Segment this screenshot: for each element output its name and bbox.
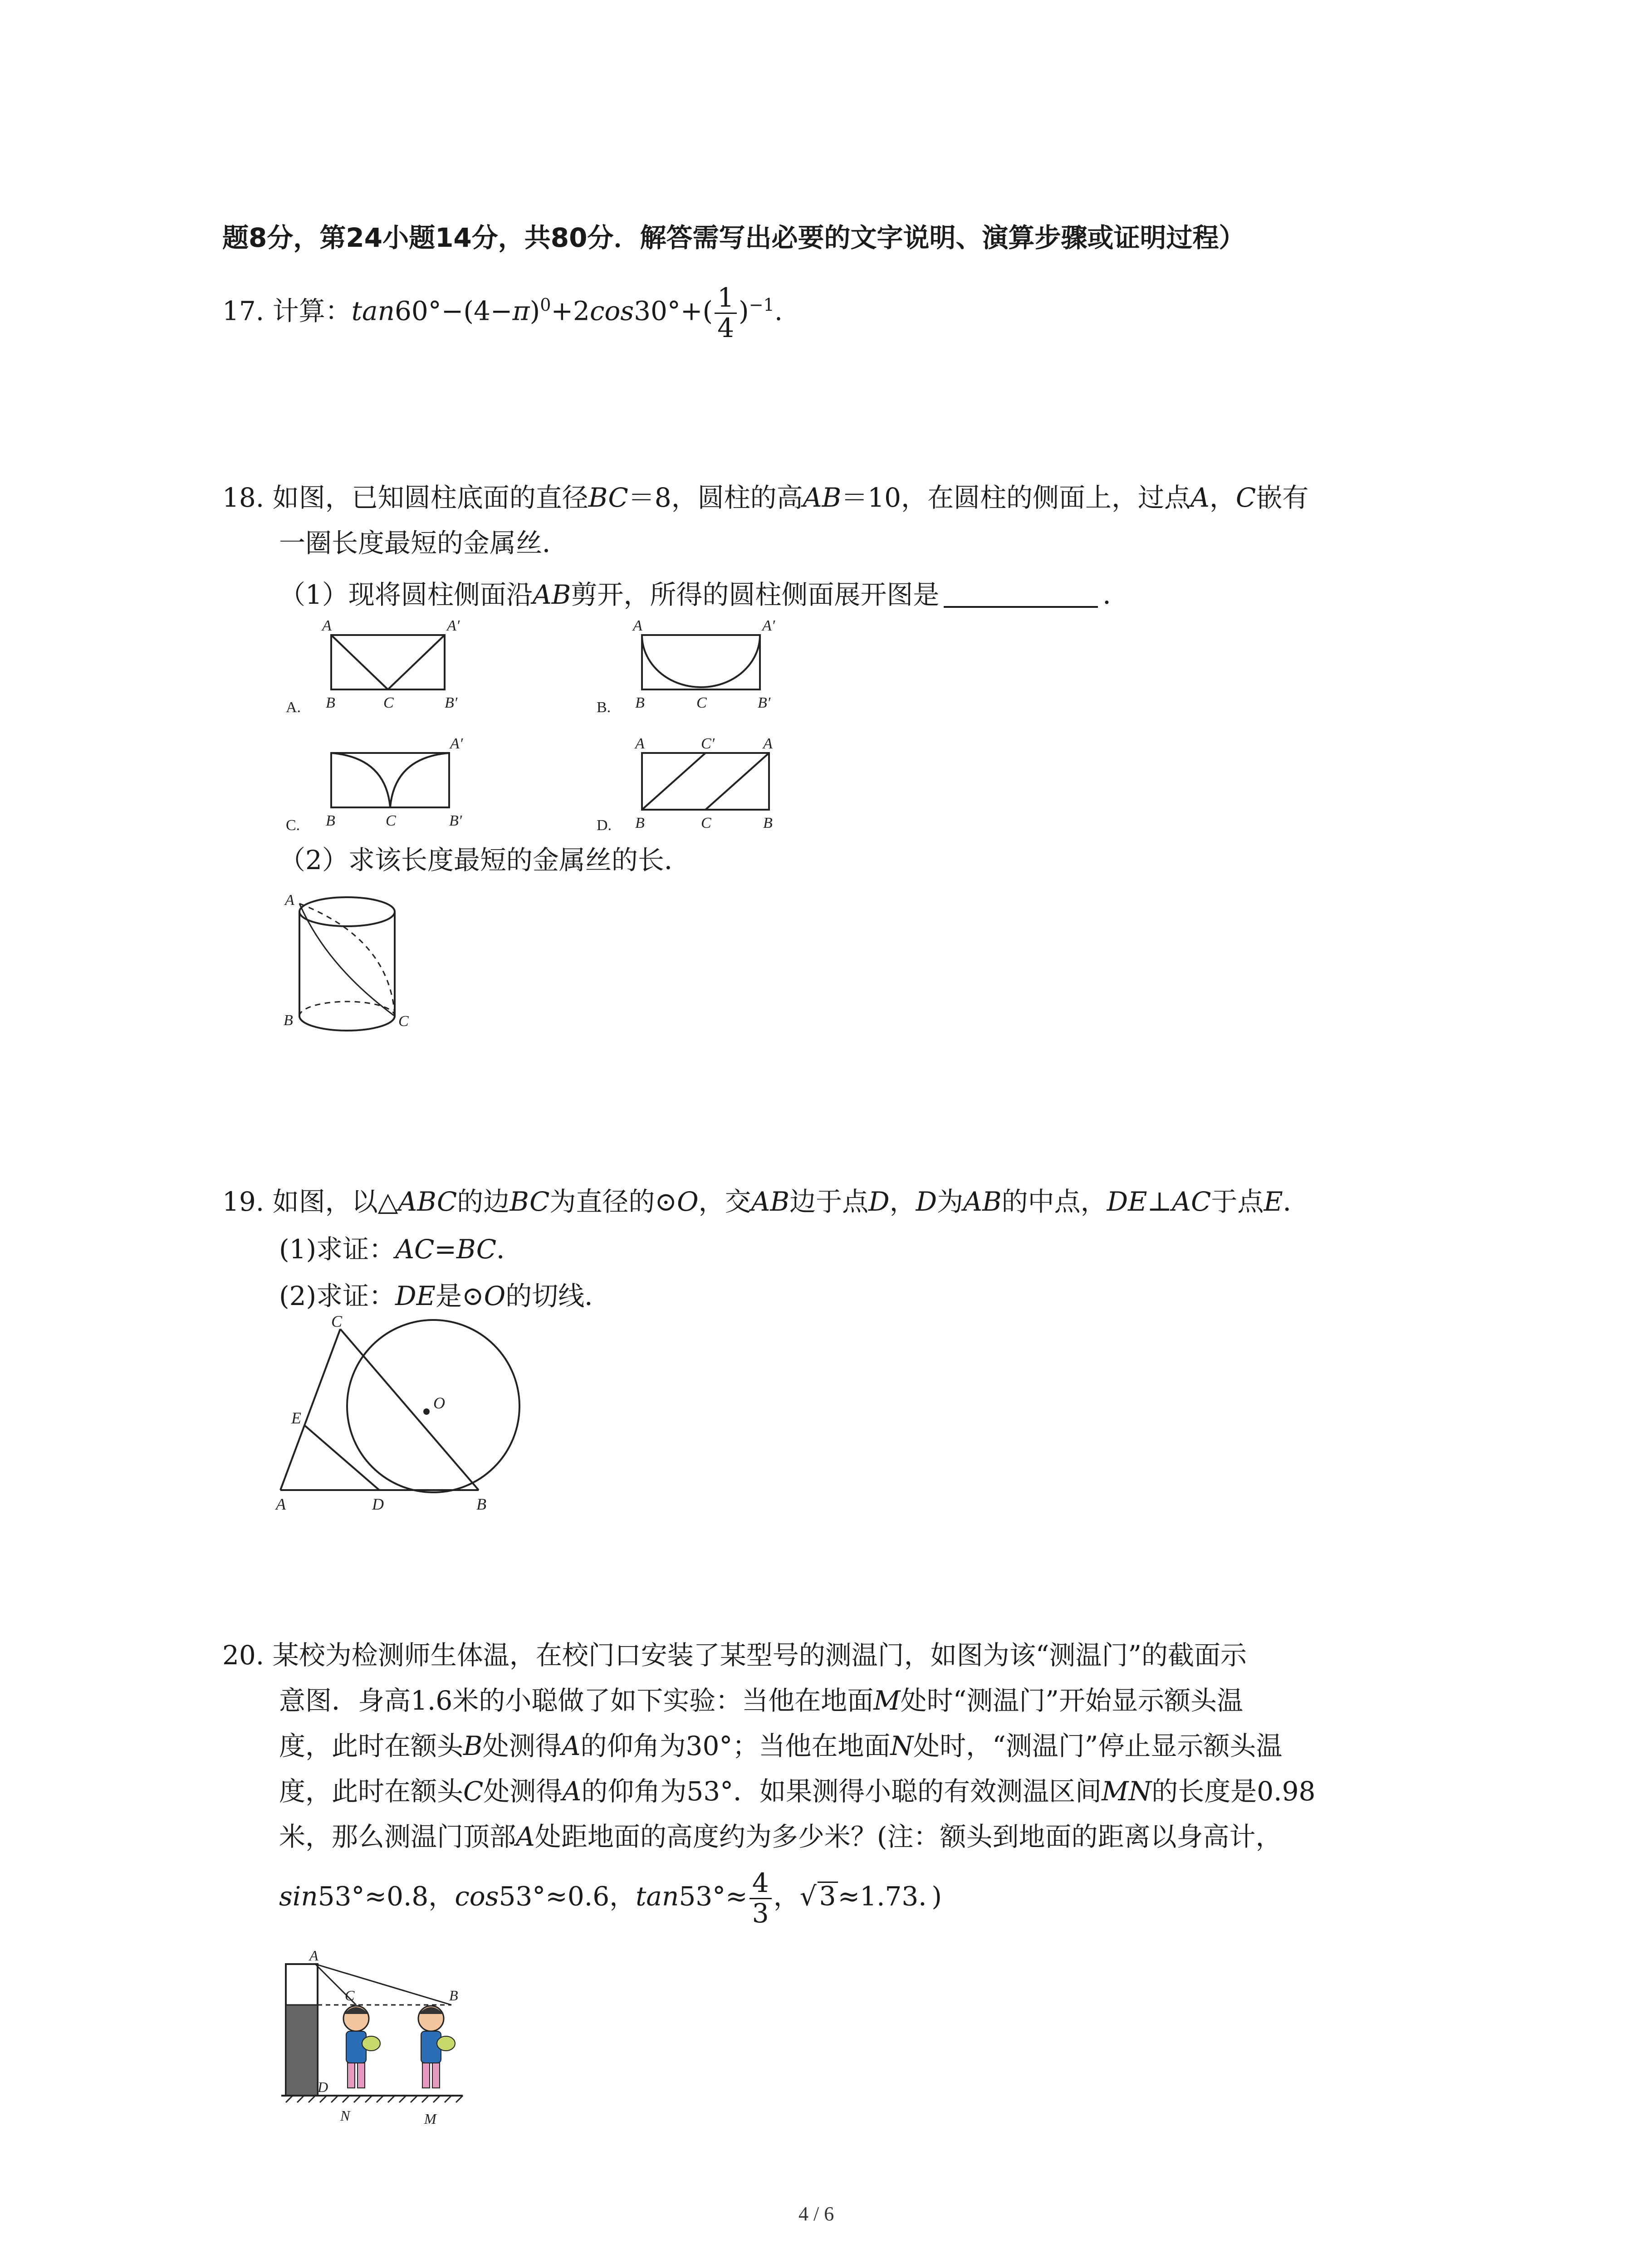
q19-de: DE [1107,1186,1147,1217]
q20-l4mn: MN [1102,1776,1152,1807]
q18-l1b: ＝8，圆柱的高 [628,482,803,513]
q19-l1e: 边于点 [789,1186,869,1217]
q19-l1b: 的边 [457,1186,510,1217]
student-icon [343,2006,380,2088]
question-20-line3 [279,1730,1283,1761]
q17-t5: 30°+( [634,295,713,327]
svg-text:A: A [763,735,773,752]
q20-sin: sin [279,1881,318,1912]
q18-a: A [1190,482,1210,513]
svg-text:B: B [326,812,335,829]
option-b-label: B. [597,699,611,716]
q20-l6d: ， [773,1881,800,1912]
q20-cos: cos [455,1881,499,1912]
svg-text:A: A [635,735,645,752]
option-b-figure [597,617,775,716]
svg-text:C: C [331,1315,343,1330]
q19-p2e: 的切线． [505,1281,611,1311]
q20-l5a: 米，那么测温门顶部 [279,1821,516,1852]
q17-supm1: −1 [749,295,774,315]
q19-l1h: 的中点， [1001,1186,1107,1217]
q17-t6: ) [739,295,749,327]
q17-frac-den: 4 [717,312,735,343]
question-19-line1 [222,1188,1309,1215]
q19-bc: BC [509,1186,550,1217]
q17-t3: ) [529,295,540,327]
student-icon [418,2006,455,2088]
q18-l1c: ＝10，在圆柱的侧面上，过点 [841,482,1191,513]
sqrt-icon: √ [799,1881,817,1912]
q17-number: 17. [222,295,265,327]
q19-l1g: 为 [937,1186,964,1217]
svg-text:B: B [326,694,335,711]
q18-l1d: ， [1209,482,1236,513]
q19-d: D [868,1186,890,1217]
option-a-label: A. [286,699,301,716]
q19-l1j: 于点 [1211,1186,1264,1217]
q20-l3n: N [890,1730,914,1761]
q20-l3c: 的仰角为30°；当他在地面 [580,1730,891,1761]
svg-text:B: B [763,815,773,831]
q20-l4c-letter: C [463,1776,484,1807]
q18-p1end: ． [1102,579,1129,610]
option-d-figure [597,735,773,834]
q18-ab: AB [803,482,842,513]
q19-circle-figure [272,1315,535,1515]
q17-prefix: 计算： [272,295,352,327]
q17-sup0: 0 [540,295,551,315]
svg-text:N: N [340,2107,350,2124]
q20-frac-den: 3 [752,1897,769,1929]
svg-text:D: D [372,1495,384,1513]
q19-p2b: DE [395,1281,436,1311]
q19-p1a: (1)求证： [279,1234,396,1265]
q20-fraction [749,1869,772,1928]
q18-p1a: （1）现将圆柱侧面沿 [279,579,533,610]
q19-l1a: 如图，以△ [272,1186,398,1217]
q19-e: E [1264,1186,1283,1217]
svg-text:B: B [284,1012,293,1029]
question-17 [222,284,783,343]
svg-text:B: B [635,815,645,831]
q19-abc: ABC [398,1186,457,1217]
svg-text:C: C [701,815,711,831]
q18-bc: BC [588,482,628,513]
option-c-label: C. [286,817,300,834]
question-18-part1 [279,579,1129,610]
q20-l3d: 处时，“测温门”停止显示额头温 [913,1730,1283,1761]
svg-text:B′: B′ [758,694,771,711]
q19-p2a: (2)求证： [279,1281,396,1311]
q19-ac: AC [1172,1186,1211,1217]
q17-t4: +2 [551,295,590,327]
q17-frac-num: 1 [715,284,737,314]
page-number: 4 / 6 [798,2203,834,2225]
svg-text:C: C [383,694,394,711]
q20-l4a-letter: A [562,1776,582,1807]
q17-cos: cos [589,295,634,327]
svg-text:M: M [424,2111,436,2127]
q19-d2: D [916,1186,937,1217]
q20-l2m: M [873,1685,901,1716]
q19-l1c: 为直径的⊙ [549,1186,677,1217]
question-20-line1 [222,1640,1247,1671]
q20-l6e: ≈1.73．) [838,1881,942,1912]
option-c-figure [286,735,463,834]
q20-l4a: 度，此时在额头 [279,1776,464,1807]
q18-l1e: 嵌有 [1256,482,1309,513]
q19-ab2: AB [963,1186,1002,1217]
q19-ab: AB [751,1186,790,1217]
answer-blank[interactable] [944,583,1098,608]
svg-text:E: E [291,1409,301,1427]
question-20-line5 [279,1823,1282,1850]
q19-p2c: 是⊙ [436,1281,484,1311]
svg-text:C: C [398,1013,409,1030]
q17-t7: . [774,295,783,327]
q19-p1c: ． [496,1234,523,1265]
option-a-figure [286,617,460,716]
q20-l3b-letter: B [463,1730,483,1761]
q19-l1i: ⊥ [1147,1186,1172,1217]
svg-text:A: A [322,617,332,634]
q20-l3a-letter: A [561,1730,581,1761]
svg-text:B′: B′ [449,812,462,829]
svg-text:A: A [276,1495,286,1513]
q20-l6b: 53°≈0.6， [499,1881,636,1912]
svg-text:B′: B′ [445,694,458,711]
svg-text:B: B [476,1495,486,1513]
q20-l4b: 处测得 [483,1776,563,1807]
q20-l2b: 处时“测温门”开始显示额头温 [900,1685,1243,1716]
q20-number: 20. [222,1640,265,1671]
q20-l2a: 意图．身高1.6米的小聪做了如下实验：当他在地面 [279,1685,874,1716]
svg-text:D: D [318,2079,328,2095]
q17-tan: tan [351,295,395,327]
svg-text:A: A [285,892,294,909]
svg-text:O: O [433,1394,445,1412]
svg-text:C: C [696,694,707,711]
svg-text:A′: A′ [762,617,775,634]
question-20-line2 [279,1687,1243,1714]
question-18-line2: 一圈长度最短的金属丝． [279,528,569,558]
q19-p1b: AC=BC [395,1234,497,1265]
question-20-line6 [279,1869,942,1928]
q18-c: C [1235,482,1256,513]
q20-l4d: 的长度是0.98 [1151,1776,1316,1807]
q18-p1b: 剪开，所得的圆柱侧面展开图是 [571,579,940,610]
q20-l1: 某校为检测师生体温，在校门口安装了某型号的测温门，如图为该“测温门”的截面示 [272,1640,1247,1671]
svg-text:A: A [633,617,642,634]
q19-number: 19. [222,1186,265,1217]
svg-text:A′: A′ [447,617,460,634]
q20-l3b: 处测得 [482,1730,562,1761]
svg-text:C: C [345,1987,355,2004]
question-19-part2 [279,1283,611,1309]
q19-l1d: ，交 [698,1186,751,1217]
question-20-line4 [279,1776,1316,1807]
q20-gate-figure [272,1946,508,2136]
q17-fraction [715,284,737,343]
q18-l1a: 如图，已知圆柱底面的直径 [272,482,588,513]
section-instructions: 题8分，第24小题14分，共80分．解答需写出必要的文字说明、演算步骤或证明过程） [222,222,1245,253]
q20-l6a: 53°≈0.8， [318,1881,455,1912]
svg-text:B: B [449,1987,458,2004]
q19-l1f: ， [889,1186,916,1217]
q17-t2: 60°−(4− [394,295,513,327]
q20-sqrt-arg: 3 [818,1882,838,1909]
q20-l6c: 53°≈ [679,1881,748,1912]
q18-cylinder-figure [272,885,426,1048]
question-18-line1 [222,484,1308,511]
q20-tan: tan [636,1881,679,1912]
q19-p2d: O [484,1281,506,1311]
q18-p1ab: AB [532,579,571,610]
svg-text:C′: C′ [701,735,715,752]
q19-l1k: ． [1283,1186,1309,1217]
q19-o: O [676,1186,699,1217]
option-d-label: D. [597,817,612,834]
q20-l5a-letter: A [516,1821,535,1852]
q18-number: 18. [222,482,265,513]
svg-text:B: B [635,694,645,711]
q20-l4c: 的仰角为53°．如果测得小聪的有效测温区间 [581,1776,1102,1807]
q17-pi: π [512,295,530,327]
svg-text:C: C [386,812,396,829]
question-19-part1 [279,1234,523,1265]
svg-text:A′: A′ [450,735,463,752]
question-18-part2: （2）求该长度最短的金属丝的长． [279,845,691,875]
q18-option-figures [272,617,830,835]
q20-l5b: 处距地面的高度约为多少米？(注：额头到地面的距离以身高计， [534,1821,1282,1852]
q20-frac-num: 4 [749,1869,772,1899]
q20-l3a: 度，此时在额头 [279,1730,464,1761]
svg-text:A: A [309,1947,318,1964]
